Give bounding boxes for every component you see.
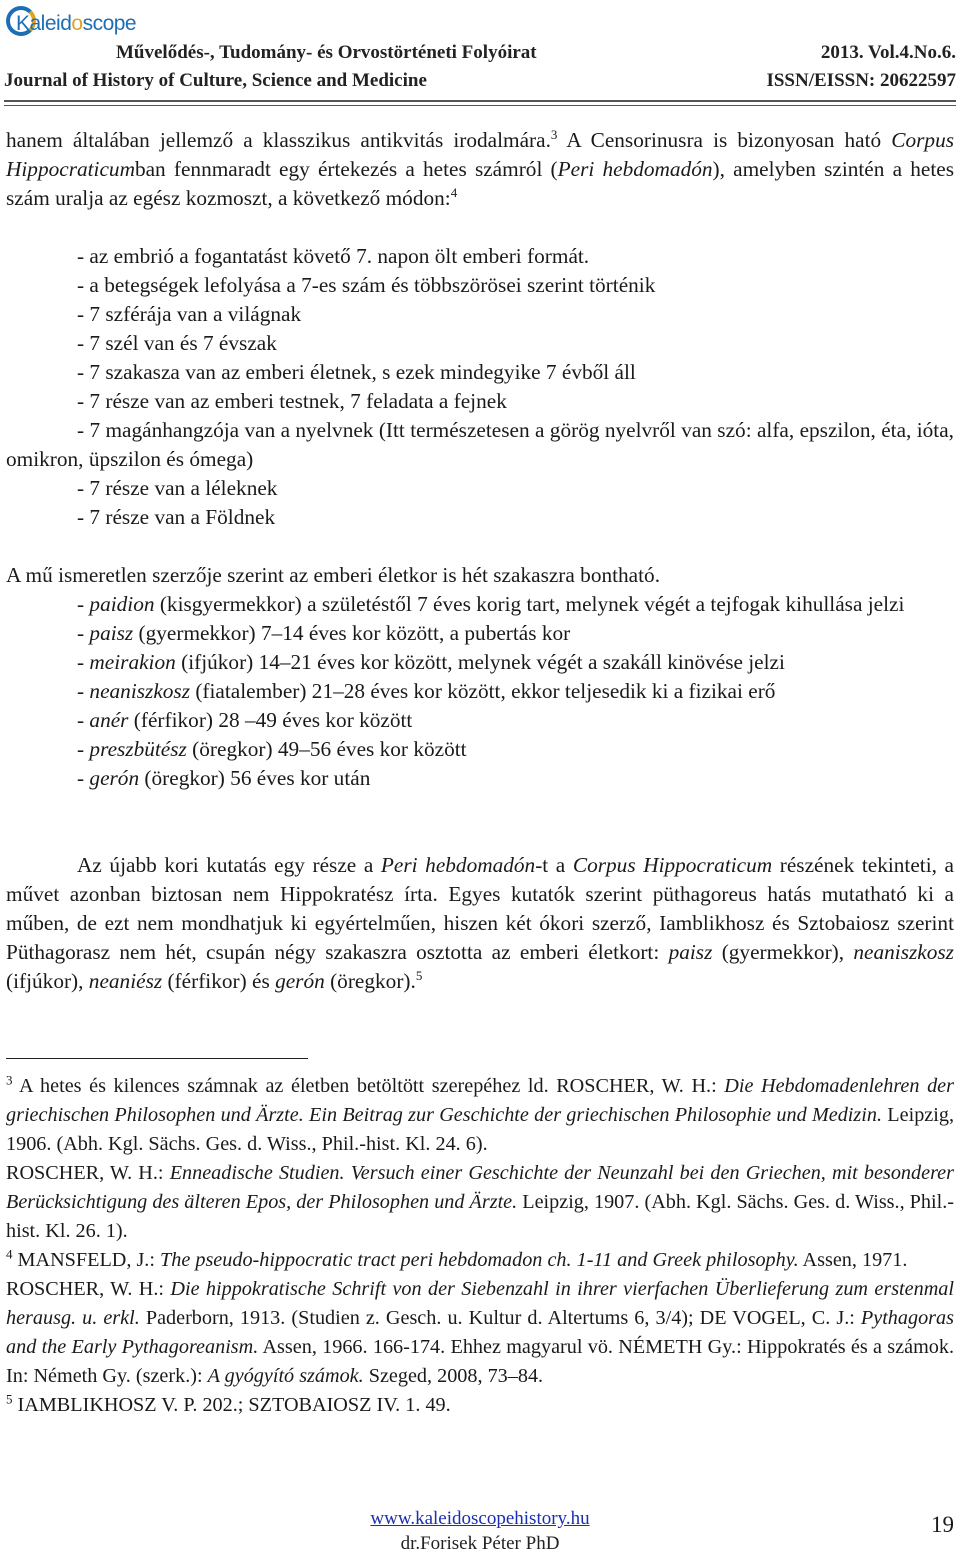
list-item: - 7 magánhangzója van a nyelvnek (Itt természetesen a görög nyelvről van szó: alfa, epszilon, éta, ióta, omikron, üpszilon és ómega) (6, 418, 954, 471)
intro-paragraph: hanem általában jellemző a klasszikus antikvitás irodalmára.$^3$ A Censorinusra is bizonyosan ható Corpus Hippocraticumban fennmaradt egy értekezés a hetes számról (Peri hebdomadón), amelyben szintén a hetes szám uralja az egész kozmoszt, a következő módon:$^4$ (6, 126, 955, 210)
footnote-5: $^5$ IAMBLIKHOSZ V. P. 202.; SZTOBAIOSZ IV. 1. 49. (6, 1391, 451, 1416)
ages-intro: A mű ismeretlen szerzője szerint az emberi életkor is hét szakaszra bontható. (6, 563, 661, 587)
list-item: - 7 része van a léleknek (77, 476, 278, 500)
list-item: - neaniszkosz (fiatalember) 21–28 éves kor között, ekkor teljesedik ki a fizikai erő (77, 679, 776, 703)
author-name: dr.Forisek Péter PhD (400, 1533, 560, 1554)
list-item: - 7 szél van és 7 évszak (77, 331, 277, 355)
footnote-3: $^3$ A hetes és kilences számnak az életben betöltött szerepéhez ld. ROSCHER, W. H.: Die Hebdomadenlehren der griechischen Philosophen und Ärzte. Ein Beitrag zur Geschichte der griechischen Philosophie und Medizin. Leipzig, 1906. (Abh. Kgl. Sächs. Ges. d. Wiss., Phil.-hist. Kl. 24. 6). (6, 1072, 954, 1155)
header-divider (4, 100, 956, 106)
journal-title-en: Journal of History of Culture, Science and Medicine (4, 70, 427, 91)
list-item: - paidion (kisgyermekkor) a születéstől 7 éves korig tart, melynek végét a tejfogak kihullása jelzi (77, 592, 905, 616)
list-item: - 7 szakasza van az emberi életnek, s ezek mindegyike 7 évből áll (77, 360, 636, 384)
journal-issn: ISSN/EISSN: 20622597 (766, 70, 956, 91)
kaleidoscope-logo[interactable] (6, 6, 137, 50)
list-item: - anér (férfikor) 28 –49 éves kor között (77, 708, 413, 732)
list-item: - 7 része van az emberi testnek, 7 feladata a fejnek (77, 389, 507, 413)
list-item: - 7 szférája van a világnak (77, 302, 302, 326)
logo-wordmark: Kaleidoscope (16, 12, 137, 35)
footnote-ref-3[interactable]: 3 (550, 126, 558, 142)
footnotes (6, 1072, 954, 1420)
journal-issue: 2013. Vol.4.No.6. (820, 42, 956, 63)
footnote-3-cont: ROSCHER, W. H.: Enneadische Studien. Versuch einer Geschichte der Neunzahl bei den Griechen, mit besonderer Berücksichtigung des älteren Epos, der Philosophen und Ärzte. Leipzig, 1907. (Abh. Kgl. Sächs. Ges. d. Wiss., Phil.-hist. Kl. 26. 1). (6, 1162, 954, 1242)
footnote-4-cont: ROSCHER, W. H.: Die hippokratische Schrift von der Siebenzahl in ihrer vierfachen Überlieferung zum erstenmal herausg. u. erkl. Paderborn, 1913. (Studien z. Gesch. u. Kultur d. Altertums 6, 3/4); DE VOGEL, C. J.: Pythagoras and the Early Pythagoreanism. Assen, 1966. 166-174. Ehhez magyarul vö. NÉMETH Gy.: Hippokratés és a számok. In: Németh Gy. (szerk.): A gyógyító számok. Szeged, 2008, 73–84. (6, 1278, 955, 1387)
list-item: - 7 része van a Földnek (77, 505, 276, 529)
ages-section (6, 561, 954, 793)
footnote-divider (6, 1058, 308, 1059)
footnote-ref-4[interactable]: 4 (450, 184, 458, 200)
journal-title-hu: Művelődés-, Tudomány- és Orvostörténeti Folyóirat (116, 42, 537, 63)
list-item: - az embrió a fogantatást követő 7. napon ölt emberi formát. (77, 244, 590, 268)
page-number: 19 (931, 1512, 954, 1537)
list-item: - a betegségek lefolyása a 7-es szám és többszörösei szerint történik (77, 273, 656, 297)
footnote-ref-5[interactable]: 5 (415, 967, 423, 983)
list-item: - meirakion (ifjúkor) 14–21 éves kor között, melynek végét a szakáll kinövése jelzi (77, 650, 785, 674)
sevens-list (6, 242, 954, 532)
footnote-4: $^4$ MANSFELD, J.: The pseudo-hippocratic tract peri hebdomadon ch. 1-11 and Greek philosophy. Assen, 1971. (6, 1246, 908, 1271)
list-item: - paisz (gyermekkor) 7–14 éves kor között, a pubertás kor (77, 621, 571, 645)
list-item: - gerón (öregkor) 56 éves kor után (77, 766, 371, 790)
list-item: - preszbütész (öregkor) 49–56 éves kor között (77, 737, 467, 761)
research-paragraph: Az újabb kori kutatás egy része a Peri hebdomadón-t a Corpus Hippocraticum részének tekinteti, a művet azonban biztosan nem Hippokratész írta. Egyes kutatók szerint püthagoreus hatás mutatható ki a műben, de ezt nem mondhatjuk ki egyértelműen, hiszen két ókori szerző, Iamblikhosz és Sztobaiosz szerint Püthagorasz nem hét, csupán négy szakaszra osztotta az emberi életkort: paisz (gyermekkor), neaniszkosz (ifjúkor), neaniész (férfikor) és gerón (öregkor).$^5$ (6, 853, 954, 993)
website-link[interactable]: www.kaleidoscopehistory.hu (370, 1508, 590, 1529)
